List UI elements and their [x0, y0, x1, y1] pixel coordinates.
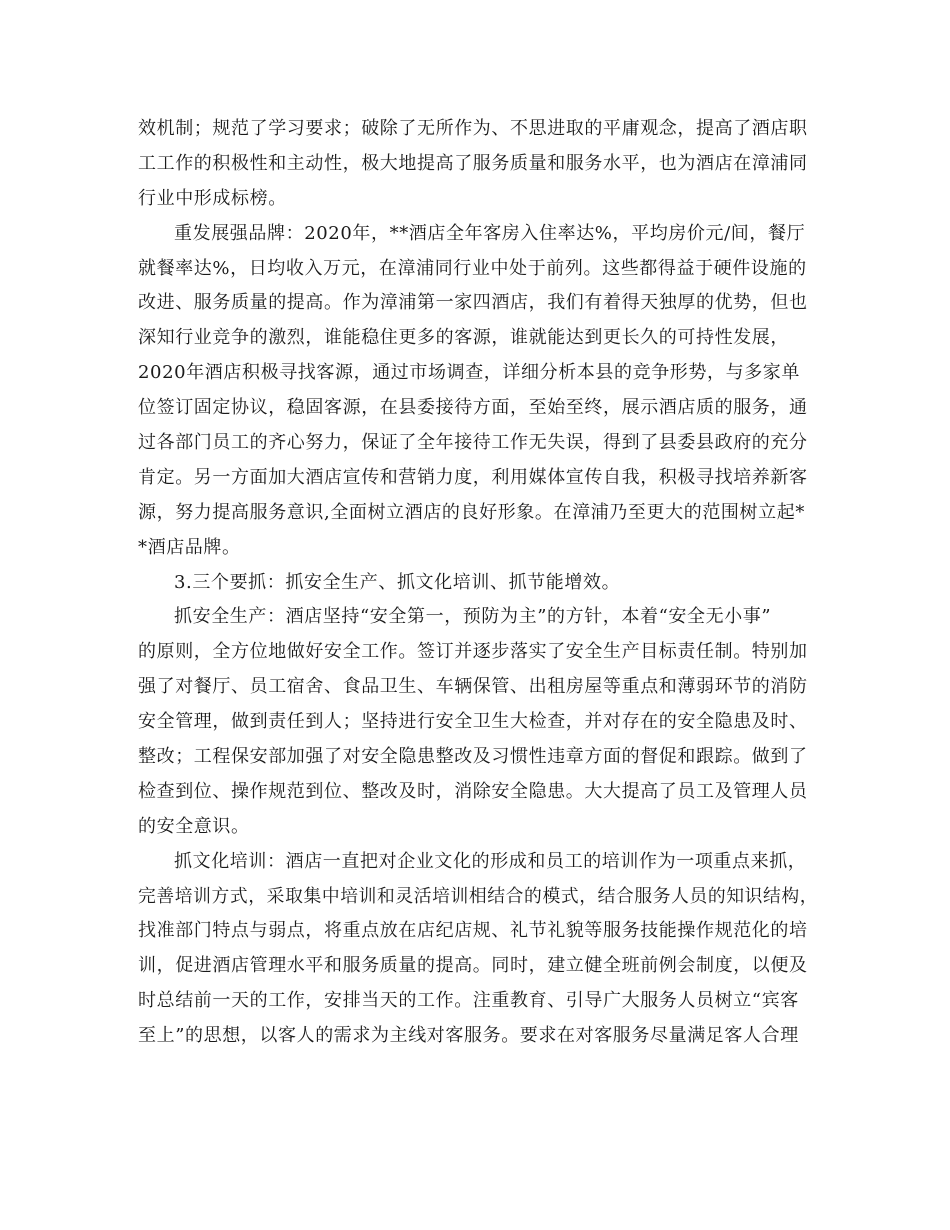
paragraph-first-line: 抓文化培训：酒店一直把对企业文化的形成和员工的培训作为一项重点来抓，: [174, 850, 807, 872]
paragraph-line: 时总结前一天的工作，安排当天的工作。注重教育、引导广大服务人员树立“宾客: [138, 990, 799, 1012]
paragraph-line: 强了对餐厅、员工宿舍、食品卫生、车辆保管、出租房屋等重点和薄弱环节的消防: [138, 676, 808, 698]
paragraph-line: 整改；工程保安部加强了对安全隐患整改及习惯性违章方面的督促和跟踪。做到了: [138, 746, 808, 768]
paragraph-line: 安全管理，做到责任到人；坚持进行安全卫生大检查，并对存在的安全隐患及时、: [138, 711, 808, 733]
paragraph-line: 源，努力提高服务意识,全面树立酒店的良好形象。在漳浦乃至更大的范围树立起*: [138, 501, 805, 523]
paragraph-line: 过各部门员工的齐心努力，保证了全年接待工作无失误，得到了县委县政府的充分: [138, 432, 808, 454]
paragraph-line: 工工作的积极性和主动性，极大地提高了服务质量和服务水平，也为酒店在漳浦同: [138, 152, 808, 174]
paragraph-first-line: 抓安全生产：酒店坚持“安全第一，预防为主”的方针，本着“安全无小事”: [174, 606, 772, 628]
paragraph-line: 2020年酒店积极寻找客源，通过市场调查，详细分析本县的竞争形势，与多家单: [138, 362, 801, 384]
paragraph-line: 效机制；规范了学习要求；破除了无所作为、不思进取的平庸观念，提高了酒店职: [138, 118, 808, 139]
paragraph-line: 位签订固定协议，稳固客源，在县委接待方面，至始至终，展示酒店质的服务，通: [138, 397, 808, 419]
paragraph-line: 就餐率达%，日均收入万元，在漳浦同行业中处于前列。这些都得益于硬件设施的: [138, 257, 807, 279]
paragraph-line: 的安全意识。: [138, 815, 250, 837]
paragraph-first-line: 3.三个要抓：抓安全生产、抓文化培训、抓节能增效。: [174, 571, 621, 593]
paragraph-line: 的原则，全方位地做好安全工作。签订并逐步落实了安全生产目标责任制。特别加: [138, 641, 808, 663]
document-body: [138, 112, 818, 1054]
paragraph-line: *酒店品牌。: [138, 536, 241, 558]
paragraph-line: 检查到位、操作规范到位、整改及时，消除安全隐患。大大提高了员工及管理人员: [138, 780, 808, 802]
paragraph-line: 深知行业竞争的激烈，谁能稳住更多的客源，谁就能达到更长久的可持性发展，: [138, 327, 789, 349]
paragraph-line: 至上”的思想，以客人的需求为主线对客服务。要求在对客服务尽量满足客人合理: [138, 1025, 799, 1047]
paragraph-first-line: 重发展强品牌：2020年，**酒店全年客房入住率达%，平均房价元/间，餐厅: [174, 222, 806, 244]
paragraph-line: 训，促进酒店管理水平和服务质量的提高。同时，建立健全班前例会制度，以便及: [138, 955, 808, 977]
paragraph-line: 找准部门特点与弱点，将重点放在店纪店规、礼节礼貌等服务技能操作规范化的培: [138, 920, 808, 942]
paragraph-line: 完善培训方式，采取集中培训和灵活培训相结合的模式，结合服务人员的知识结构，: [138, 885, 819, 907]
paragraph-line: 肯定。另一方面加大酒店宣传和营销力度，利用媒体宣传自我，积极寻找培养新客: [138, 466, 808, 488]
paragraph-line: 改进、服务质量的提高。作为漳浦第一家四酒店，我们有着得天独厚的优势，但也: [138, 292, 808, 314]
paragraph-line: 行业中形成标榜。: [138, 187, 287, 209]
